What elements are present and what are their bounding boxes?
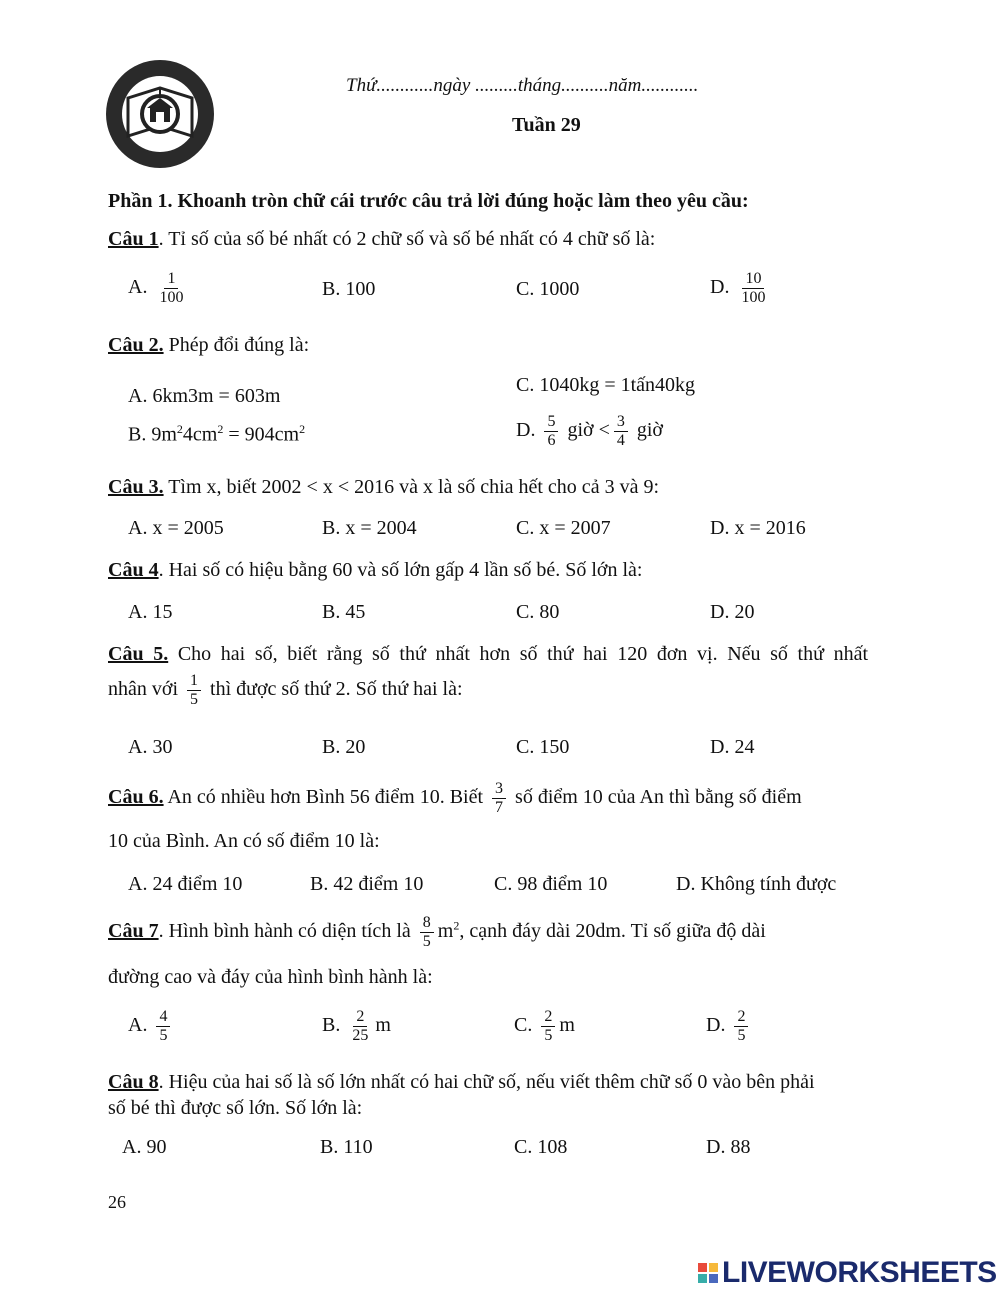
question-6-line1: Câu 6. An có nhiều hơn Bình 56 điểm 10. Biết $\frac{3}{7}$ số điểm 10 của An thì bằng số điểm (108, 780, 802, 816)
part1-heading: Phần 1. Khoanh tròn chữ cái trước câu trả lời đúng hoặc làm theo yêu cầu: (108, 190, 749, 212)
q4-option-d[interactable]: D. 20 (710, 601, 755, 623)
brand-text: LIVEWORKSHEETS (722, 1256, 997, 1289)
q2-option-c[interactable]: C. 1040kg = 1tấn40kg (516, 374, 696, 396)
question-1: Câu 1. Tỉ số của số bé nhất có 2 chữ số và số bé nhất có 4 chữ số là: (108, 228, 656, 250)
page-number: 26 (108, 1192, 126, 1212)
q6-option-d[interactable]: D. Không tính được (676, 873, 837, 895)
q1-option-d[interactable]: D. $\frac{10}{100}$ (710, 270, 766, 306)
q7-option-a[interactable]: A. $\frac{4}{5}$ (128, 1008, 174, 1045)
q3-option-d[interactable]: D. x = 2016 (710, 517, 806, 539)
q8-option-c[interactable]: C. 108 (514, 1136, 568, 1158)
q2-option-a[interactable]: A. 6km3m = 603m (128, 385, 281, 407)
q5-option-c[interactable]: C. 150 (516, 736, 570, 758)
date-line: Thứ............ngày .........tháng..........năm............ (346, 75, 699, 96)
q5-option-b[interactable]: B. 20 (322, 736, 366, 758)
question-7-line1: Câu 7. Hình bình hành có diện tích là $\frac{8}{5}$ $m^2$, cạnh đáy dài 20dm. Tỉ số giữa độ dài (108, 914, 766, 950)
q7-option-c[interactable]: C. $\frac{2}{5}$ m (514, 1008, 575, 1044)
question-5-line2: nhân với $\frac{1}{5}$ thì được số thứ 2. Số thứ hai là: (108, 672, 463, 708)
q6-option-c[interactable]: C. 98 điểm 10 (494, 873, 608, 895)
q3-option-b[interactable]: B. x = 2004 (322, 517, 417, 539)
q8-option-d[interactable]: D. 88 (706, 1136, 751, 1158)
q2-option-b[interactable]: B. $9m^24cm^2 = 904cm^2$ (128, 422, 306, 446)
q5-option-d[interactable]: D. 24 (710, 736, 755, 758)
q6-option-a[interactable]: A. 24 điểm 10 (128, 873, 243, 895)
q1-option-c[interactable]: C. 1000 (516, 278, 580, 300)
q3-option-c[interactable]: C. x = 2007 (516, 517, 611, 539)
q6-option-b[interactable]: B. 42 điểm 10 (310, 873, 424, 895)
q1-option-a[interactable]: A. $\frac{1}{100}$ (128, 270, 184, 306)
q8-option-a[interactable]: A. 90 (122, 1136, 167, 1158)
question-6-line2: 10 của Bình. An có số điểm 10 là: (108, 830, 380, 852)
q2-option-d[interactable]: D. $\frac{5}{6}$ giờ < $\frac{3}{4}$ giờ (516, 413, 664, 449)
week-title: Tuần 29 (512, 114, 581, 136)
question-7-line2: đường cao và đáy của hình bình hành là: (108, 966, 433, 988)
question-4: Câu 4. Hai số có hiệu bằng 60 và số lớn gấp 4 lần số bé. Số lớn là: (108, 559, 643, 581)
question-3: Câu 3. Tìm x, biết 2002 < x < 2016 và x là số chia hết cho cả 3 và 9: (108, 476, 659, 498)
question-8-line2: số bé thì được số lớn. Số lớn là: (108, 1097, 363, 1119)
q3-option-a[interactable]: A. x = 2005 (128, 517, 224, 539)
question-8-line1: Câu 8. Hiệu của hai số là số lớn nhất có hai chữ số, nếu viết thêm chữ số 0 vào bên phải (108, 1071, 815, 1093)
brand-logo-icon (698, 1263, 718, 1283)
q7-option-d[interactable]: D. $\frac{2}{5}$ (706, 1008, 752, 1045)
q7-option-b[interactable]: B. $\frac{2}{25}$ m (322, 1008, 391, 1044)
q1-option-b[interactable]: B. 100 (322, 278, 376, 300)
school-logo (104, 58, 216, 170)
liveworksheets-brand[interactable] (698, 1256, 997, 1290)
q4-option-a[interactable]: A. 15 (128, 601, 173, 623)
q8-option-b[interactable]: B. 110 (320, 1136, 373, 1158)
question-5-line1: Câu 5. Cho hai số, biết rằng số thứ nhất hơn số thứ hai 120 đơn vị. Nếu số thứ nhất (108, 643, 869, 665)
q5-option-a[interactable]: A. 30 (128, 736, 173, 758)
question-2: Câu 2. Phép đổi đúng là: (108, 334, 310, 356)
q4-option-b[interactable]: B. 45 (322, 601, 366, 623)
q4-option-c[interactable]: C. 80 (516, 601, 560, 623)
